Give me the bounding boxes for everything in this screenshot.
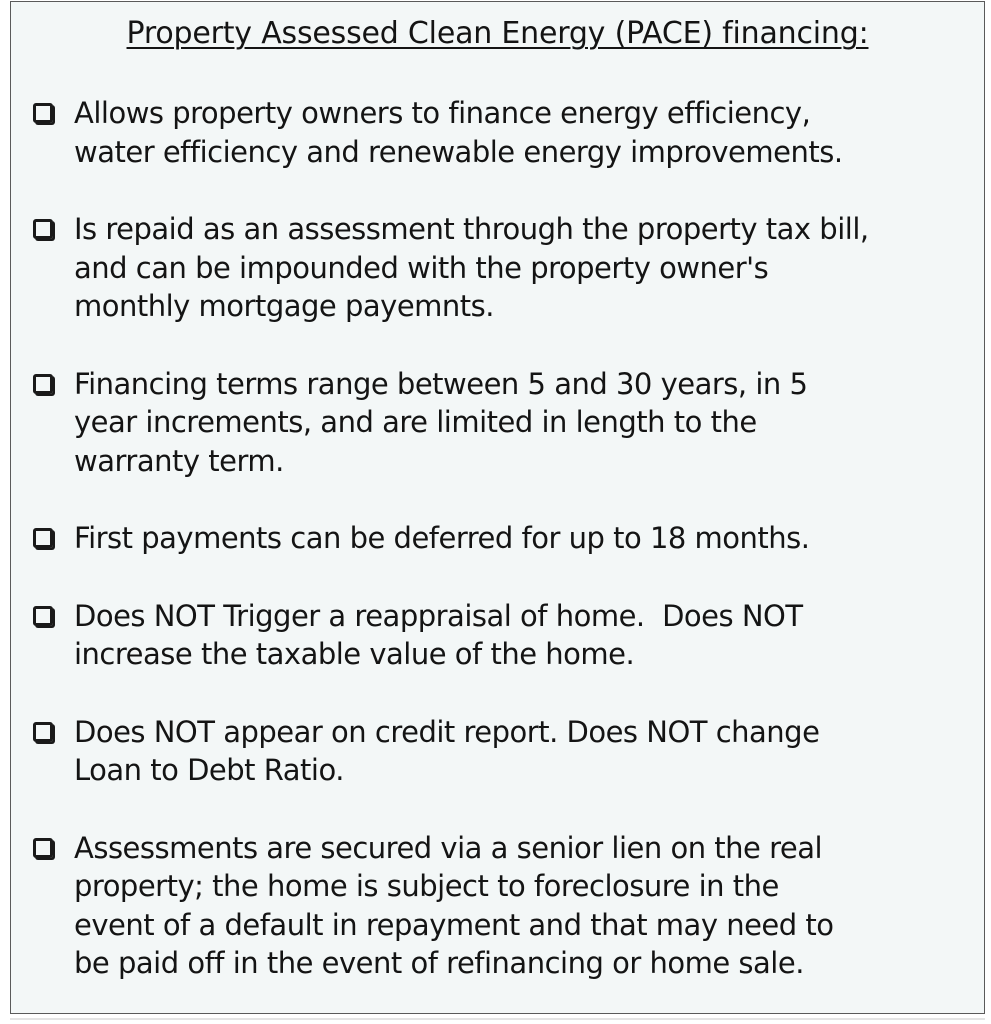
item-line: Does NOT appear on credit report. Does NOT change xyxy=(74,714,820,749)
list-item xyxy=(33,365,978,481)
item-line: water efficiency and renewable energy improvements. xyxy=(74,134,843,169)
list-item xyxy=(33,519,978,558)
checkbox-icon xyxy=(33,374,53,394)
checkbox-icon xyxy=(33,722,53,742)
checkbox-icon xyxy=(33,838,53,858)
checkbox-icon xyxy=(33,219,53,239)
panel-title: Property Assessed Clean Energy (PACE) financing: xyxy=(126,16,869,51)
item-line: be paid off in the event of refinancing or home sale. xyxy=(74,946,804,980)
item-line: property; the home is subject to foreclosure in the xyxy=(74,869,779,903)
item-line: Does NOT Trigger a reappraisal of home. Does NOT xyxy=(74,598,803,633)
list-item xyxy=(33,713,978,790)
list-item xyxy=(33,829,978,983)
checkbox-icon xyxy=(33,606,53,626)
item-line: Assessments are secured via a senior lien on the real xyxy=(74,830,823,865)
pace-info-panel xyxy=(10,1,985,1014)
item-line: Allows property owners to finance energy efficiency, xyxy=(74,96,811,130)
list-item xyxy=(33,597,978,674)
item-line: Financing terms range between 5 and 30 years, in 5 xyxy=(74,366,808,401)
item-line: Is repaid as an assessment through the property tax bill, xyxy=(74,212,869,246)
item-line: event of a default in repayment and that may need to xyxy=(74,907,834,942)
item-line: warranty term. xyxy=(74,443,284,478)
item-line: First payments can be deferred for up to 18 months. xyxy=(74,521,810,555)
item-line: increase the taxable value of the home. xyxy=(74,637,635,671)
item-line: year increments, and are limited in length to the xyxy=(74,405,757,439)
list-item xyxy=(33,210,978,326)
feature-list xyxy=(33,94,978,983)
bottom-divider xyxy=(10,1018,985,1020)
item-line: monthly mortgage payemnts. xyxy=(74,289,495,323)
item-line: and can be impounded with the property owner's xyxy=(74,250,769,285)
checkbox-icon xyxy=(33,103,53,123)
checkbox-icon xyxy=(33,528,53,548)
item-line: Loan to Debt Ratio. xyxy=(74,753,344,787)
list-item xyxy=(33,94,978,171)
